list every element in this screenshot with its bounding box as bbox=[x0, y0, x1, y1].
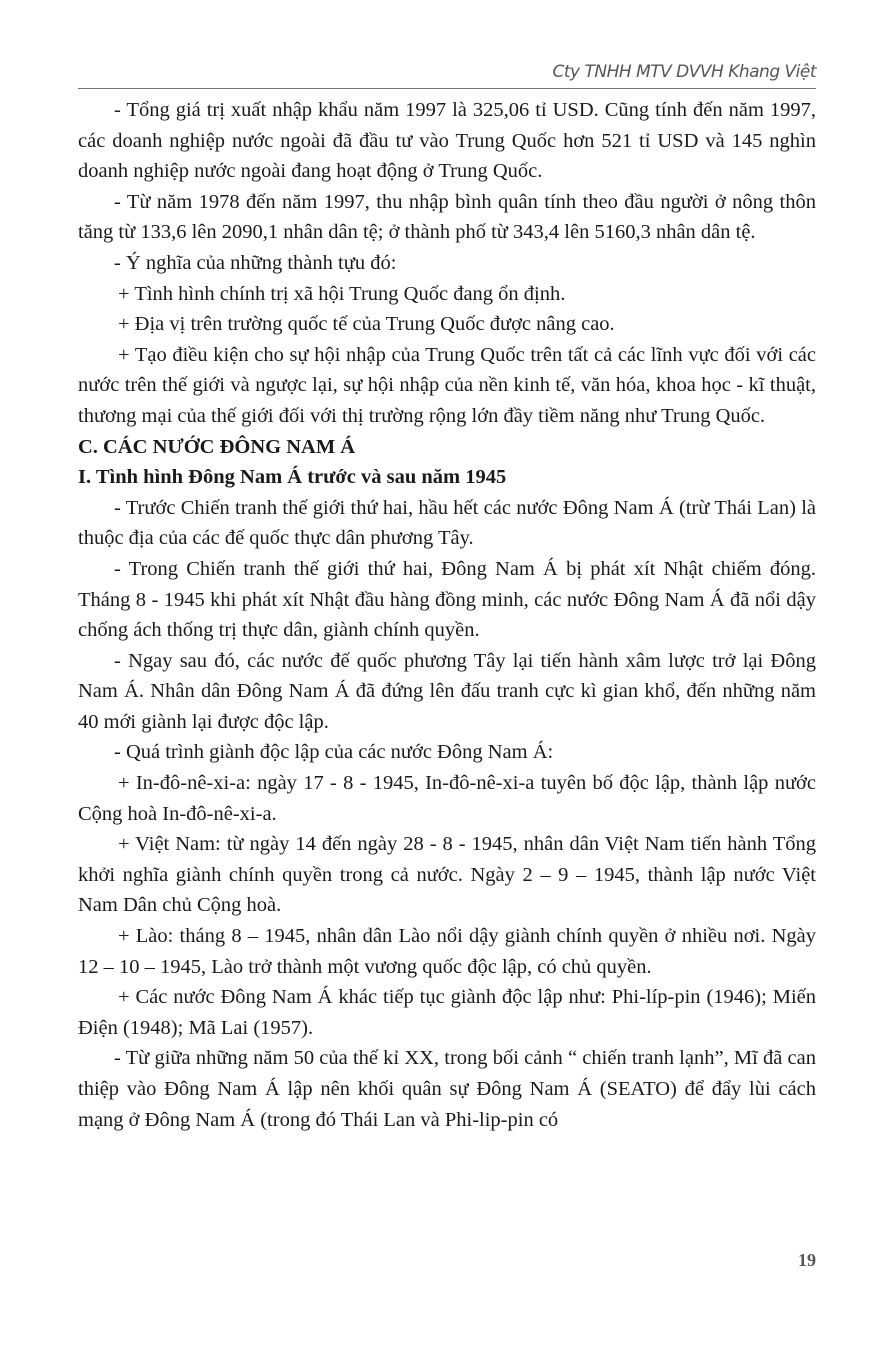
header-rule bbox=[78, 88, 816, 89]
paragraph: + Tình hình chính trị xã hội Trung Quốc đang ổn định. bbox=[118, 282, 566, 305]
paragraph: - Quá trình giành độc lập của các nước Đông Nam Á: bbox=[114, 741, 554, 764]
paragraph: - Trước Chiến tranh thế giới thứ hai, hầu hết các nước Đông Nam Á (trừ Thái Lan) là thuộc địa của các đế quốc thực dân phương Tây. bbox=[78, 496, 816, 550]
paragraph: - Trong Chiến tranh thế giới thứ hai, Đông Nam Á bị phát xít Nhật chiếm đóng. Tháng 8 - 1945 khi phát xít Nhật đầu hàng đồng minh, các nước Đông Nam Á đã nổi dậy chống ách thống trị thực dân, giành chính quyền. bbox=[78, 557, 816, 642]
paragraph: - Ý nghĩa của những thành tựu đó: bbox=[114, 251, 397, 274]
page-body bbox=[78, 95, 816, 1135]
paragraph: - Tổng giá trị xuất nhập khẩu năm 1997 là 325,06 tỉ USD. Cũng tính đến năm 1997, các doanh nghiệp nước ngoài đã đầu tư vào Trung Quốc hơn 521 tỉ USD và 145 nghìn doanh nghiệp nước ngoài đang hoạt động ở Trung Quốc. bbox=[78, 99, 816, 183]
paragraph: + Tạo điều kiện cho sự hội nhập của Trung Quốc trên tất cả các lĩnh vực đối với các nước trên thế giới và ngược lại, sự hội nhập của nền kinh tế, văn hóa, khoa học - kĩ thuật, thương mại của thế giới đối với thị trường rộng lớn đầy tiềm năng như Trung Quốc. bbox=[78, 343, 816, 427]
paragraph: + In-đô-nê-xi-a: ngày 17 - 8 - 1945, In-đô-nê-xi-a tuyên bố độc lập, thành lập nước Cộng hoà In-đô-nê-xi-a. bbox=[78, 772, 816, 825]
paragraph: - Ngay sau đó, các nước đế quốc phương Tây lại tiến hành xâm lược trở lại Đông Nam Á. Nhân dân Đông Nam Á đã đứng lên đấu tranh cực kì gian khổ, đến những năm 40 mới giành lại được độc lập. bbox=[78, 649, 816, 733]
paragraph: + Địa vị trên trường quốc tế của Trung Quốc được nâng cao. bbox=[118, 313, 615, 336]
section-heading: C. CÁC NƯỚC ĐÔNG NAM Á bbox=[78, 435, 356, 458]
paragraph: + Lào: tháng 8 – 1945, nhân dân Lào nổi dậy giành chính quyền ở nhiều nơi. Ngày 12 – 10 – 1945, Lào trở thành một vương quốc độc lập, có chủ quyền. bbox=[78, 925, 816, 978]
paragraph: + Việt Nam: từ ngày 14 đến ngày 28 - 8 - 1945, nhân dân Việt Nam tiến hành Tổng khởi nghĩa giành chính quyền trong cả nước. Ngày 2 – 9 – 1945, thành lập nước Việt Nam Dân chủ Cộng hoà. bbox=[78, 833, 816, 917]
subsection-heading: I. Tình hình Đông Nam Á trước và sau năm 1945 bbox=[78, 466, 507, 489]
paragraph: - Từ giữa những năm 50 của thế kỉ XX, trong bối cảnh “ chiến tranh lạnh”, Mĩ đã can thiệp vào Đông Nam Á lập nên khối quân sự Đông Nam Á (SEATO) để đẩy lùi cách mạng ở Đông Nam Á (trong đó Thái Lan và Phi-lip-pin có bbox=[78, 1047, 816, 1131]
paragraph: + Các nước Đông Nam Á khác tiếp tục giành độc lập như: Phi-líp-pin (1946); Miến Điện (1948); Mã Lai (1957). bbox=[78, 986, 816, 1039]
paragraph: - Từ năm 1978 đến năm 1997, thu nhập bình quân tính theo đầu người ở nông thôn tăng từ 133,6 lên 2090,1 nhân dân tệ; ở thành phố từ 343,4 lên 5160,3 nhân dân tệ. bbox=[78, 190, 816, 244]
running-header: Cty TNHH MTV DVVH Khang Việt bbox=[552, 62, 816, 82]
page-number: 19 bbox=[798, 1250, 816, 1270]
